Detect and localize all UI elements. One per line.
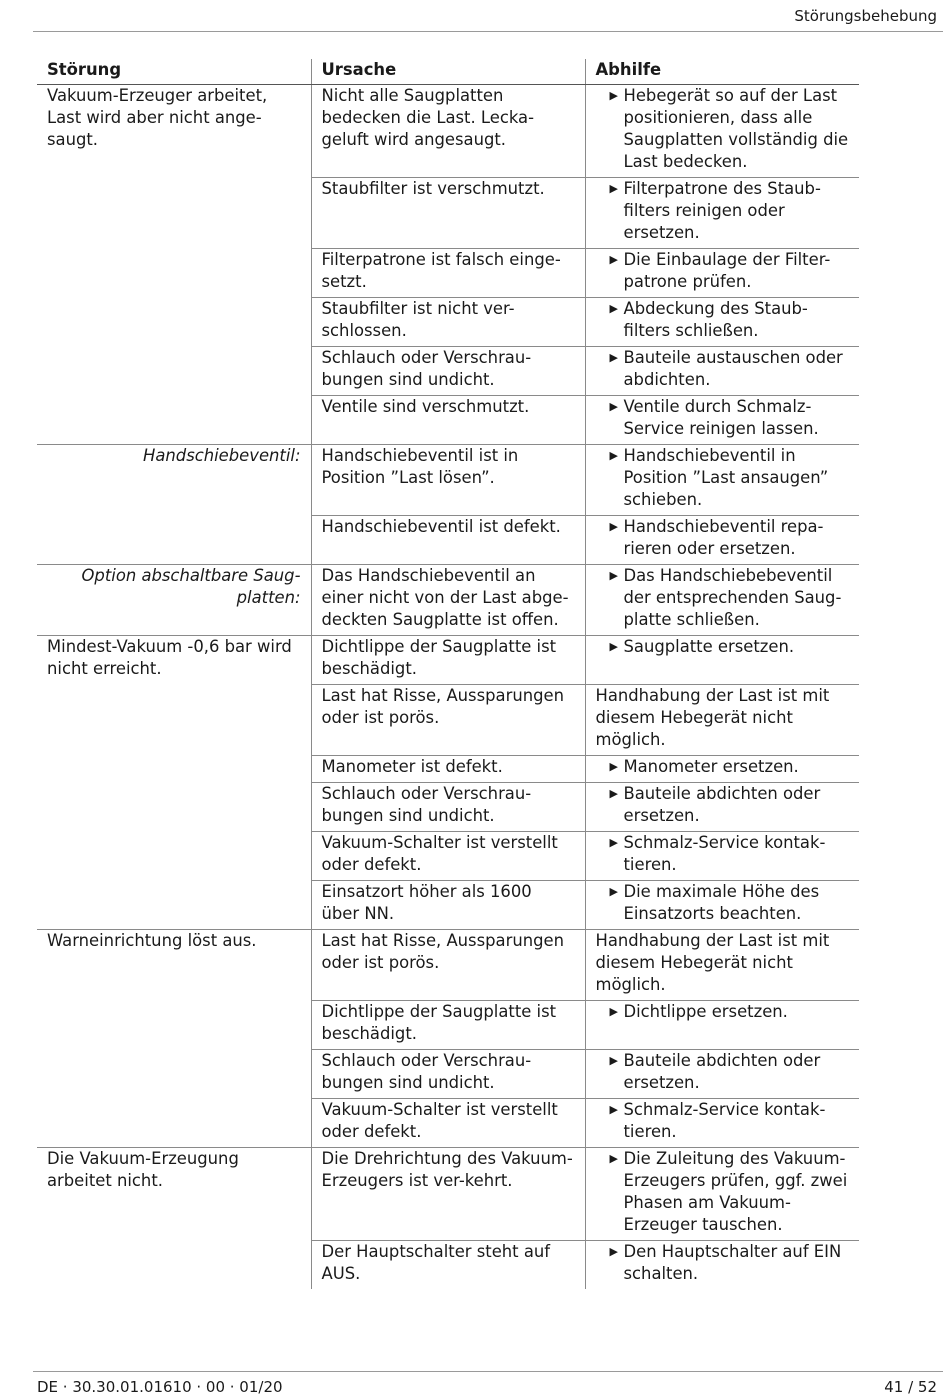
- remedy-action: [596, 85, 850, 173]
- remedy-cell: [585, 636, 859, 685]
- remedy-text: Handschiebeventil repa-rieren oder ersetzen.: [623, 517, 824, 558]
- triangle-right-icon: ▶: [609, 640, 618, 653]
- triangle-right-icon: ▶: [609, 760, 618, 773]
- header-remedy: Abhilfe: [585, 59, 859, 85]
- table-row: [37, 347, 859, 396]
- fault-cell: Die Vakuum-Erzeugung arbeitet nicht.: [47, 1149, 239, 1190]
- cause-cell: Vakuum-Schalter ist verstellt oder defekt.: [311, 1099, 585, 1148]
- table-row: [37, 881, 859, 930]
- remedy-cell: [585, 396, 859, 445]
- table-row: [37, 396, 859, 445]
- remedy-text: Die Einbaulage der Filter-patrone prüfen.: [623, 250, 831, 291]
- fault-cell: [37, 783, 311, 832]
- footer-divider: [33, 1371, 943, 1372]
- remedy-action: [596, 516, 850, 560]
- fault-cell: [37, 347, 311, 396]
- table-row: [37, 756, 859, 783]
- cause-cell: Filterpatrone ist falsch einge-setzt.: [311, 249, 585, 298]
- fault-cell: Option abschaltbare Saug-platten:: [37, 565, 311, 636]
- fault-cell: [37, 832, 311, 881]
- cause-cell: Vakuum-Schalter ist verstellt oder defekt.: [311, 832, 585, 881]
- fault-cell: [37, 396, 311, 445]
- remedy-action: [596, 636, 850, 658]
- header-cause: Ursache: [311, 59, 585, 85]
- remedy-action: [596, 832, 850, 876]
- fault-cell: [37, 881, 311, 930]
- remedy-cell: [585, 1148, 859, 1241]
- remedy-text: Die maximale Höhe des Einsatzorts beachten.: [623, 882, 820, 923]
- remedy-cell: [585, 85, 859, 178]
- table-row: [37, 516, 859, 565]
- triangle-right-icon: ▶: [609, 885, 618, 898]
- remedy-text: Handschiebeventil in Position ”Last ansaugen” schieben.: [623, 446, 829, 509]
- triangle-right-icon: ▶: [609, 400, 618, 413]
- table-row: [37, 178, 859, 249]
- remedy-cell: [585, 516, 859, 565]
- remedy-action: [596, 1050, 850, 1094]
- remedy-text: Filterpatrone des Staub-filters reinigen oder ersetzen.: [623, 179, 821, 242]
- cause-cell: Last hat Risse, Aussparungen oder ist porös.: [311, 930, 585, 1001]
- fault-cell: Vakuum-Erzeuger arbeitet, Last wird aber nicht ange-saugt.: [47, 86, 268, 149]
- remedy-text: Den Hauptschalter auf EIN schalten.: [623, 1242, 842, 1283]
- fault-cell: [37, 1241, 311, 1290]
- fault-cell: [37, 1001, 311, 1050]
- triangle-right-icon: ▶: [609, 89, 618, 102]
- remedy-cell: [585, 881, 859, 930]
- cause-cell: Dichtlippe der Saugplatte ist beschädigt.: [311, 636, 585, 685]
- table-row: [37, 1050, 859, 1099]
- triangle-right-icon: ▶: [609, 182, 618, 195]
- remedy-text: Handhabung der Last ist mit diesem Hebegerät nicht möglich.: [595, 686, 830, 749]
- table-row: [37, 1001, 859, 1050]
- remedy-cell: [585, 249, 859, 298]
- table-row: [37, 685, 859, 756]
- table-row: [37, 1241, 859, 1290]
- remedy-text: Manometer ersetzen.: [623, 757, 799, 776]
- cause-cell: Dichtlippe der Saugplatte ist beschädigt.: [311, 1001, 585, 1050]
- fault-cell: [37, 1099, 311, 1148]
- table-row: [37, 85, 859, 178]
- table-header-row: [37, 59, 859, 85]
- triangle-right-icon: ▶: [609, 351, 618, 364]
- fault-cell: [37, 298, 311, 347]
- remedy-cell: [585, 1241, 859, 1290]
- remedy-text: Hebegerät so auf der Last positionieren, dass alle Saugplatten vollständig die Last bedecken.: [623, 86, 849, 171]
- remedy-text: Bauteile austauschen oder abdichten.: [623, 348, 843, 389]
- triangle-right-icon: ▶: [609, 1005, 618, 1018]
- remedy-text: Handhabung der Last ist mit diesem Hebegerät nicht möglich.: [595, 931, 830, 994]
- remedy-action: [596, 298, 850, 342]
- fault-cell: [37, 1050, 311, 1099]
- table-row: [37, 1099, 859, 1148]
- triangle-right-icon: ▶: [609, 1245, 618, 1258]
- footer-page-number: 41 / 52: [884, 1378, 937, 1396]
- remedy-cell: [585, 783, 859, 832]
- cause-cell: Der Hauptschalter steht auf AUS.: [311, 1241, 585, 1290]
- remedy-action: [596, 1241, 850, 1285]
- cause-cell: Ventile sind verschmutzt.: [311, 396, 585, 445]
- fault-cell: [37, 178, 311, 249]
- footer-doc-id: DE · 30.30.01.01610 · 00 · 01/20: [37, 1378, 283, 1396]
- remedy-action: [596, 565, 850, 631]
- remedy-text: Schmalz-Service kontak-tieren.: [623, 1100, 826, 1141]
- cause-cell: Schlauch oder Verschrau-bungen sind undicht.: [311, 347, 585, 396]
- remedy-text: Die Zuleitung des Vakuum-Erzeugers prüfen, ggf. zwei Phasen am Vakuum-Erzeuger tauschen.: [623, 1149, 848, 1234]
- cause-cell: Schlauch oder Verschrau-bungen sind undicht.: [311, 783, 585, 832]
- table-row: [37, 636, 859, 685]
- remedy-action: [596, 1099, 850, 1143]
- fault-cell: Warneinrichtung löst aus.: [47, 931, 257, 950]
- remedy-cell: [585, 1050, 859, 1099]
- remedy-cell: [585, 1001, 859, 1050]
- table-row: [37, 832, 859, 881]
- fault-cell: [37, 756, 311, 783]
- remedy-text: Saugplatte ersetzen.: [623, 637, 795, 656]
- cause-cell: Das Handschiebeventil an einer nicht von der Last abge-deckten Saugplatte ist offen.: [311, 565, 585, 636]
- cause-cell: Einsatzort höher als 1600 über NN.: [311, 881, 585, 930]
- remedy-cell: [585, 1099, 859, 1148]
- remedy-cell: [585, 685, 859, 756]
- table-row: [37, 783, 859, 832]
- remedy-action: [596, 1001, 850, 1023]
- remedy-text: Das Handschiebebeventil der entsprechenden Saug-platte schließen.: [623, 566, 842, 629]
- table-row: [37, 1148, 859, 1241]
- remedy-text: Abdeckung des Staub-filters schließen.: [623, 299, 808, 340]
- cause-cell: Manometer ist defekt.: [311, 756, 585, 783]
- header-fault: Störung: [37, 59, 311, 85]
- remedy-action: [596, 178, 850, 244]
- triangle-right-icon: ▶: [609, 449, 618, 462]
- fault-cell: [37, 516, 311, 565]
- table-row: [37, 930, 859, 1001]
- cause-cell: Handschiebeventil ist defekt.: [311, 516, 585, 565]
- triangle-right-icon: ▶: [609, 1054, 618, 1067]
- remedy-cell: [585, 445, 859, 516]
- table-row: [37, 249, 859, 298]
- remedy-text: Ventile durch Schmalz-Service reinigen lassen.: [623, 397, 819, 438]
- triangle-right-icon: ▶: [609, 1103, 618, 1116]
- remedy-cell: [585, 178, 859, 249]
- triangle-right-icon: ▶: [609, 253, 618, 266]
- remedy-action: [596, 445, 850, 511]
- remedy-text: Schmalz-Service kontak-tieren.: [623, 833, 826, 874]
- remedy-action: [596, 756, 850, 778]
- remedy-action: [596, 783, 850, 827]
- remedy-cell: [585, 347, 859, 396]
- cause-cell: Nicht alle Saugplatten bedecken die Last. Lecka-geluft wird angesaugt.: [311, 85, 585, 178]
- triangle-right-icon: ▶: [609, 836, 618, 849]
- remedy-action: [596, 347, 850, 391]
- cause-cell: Die Drehrichtung des Vakuum-Erzeugers ist ver-kehrt.: [311, 1148, 585, 1241]
- table-row: [37, 445, 859, 516]
- table-row: [37, 565, 859, 636]
- triangle-right-icon: ▶: [609, 569, 618, 582]
- remedy-text: Bauteile abdichten oder ersetzen.: [623, 1051, 821, 1092]
- fault-cell: Mindest-Vakuum -0,6 bar wird nicht erreicht.: [47, 637, 292, 678]
- remedy-text: Dichtlippe ersetzen.: [623, 1002, 788, 1021]
- remedy-action: [596, 881, 850, 925]
- remedy-action: [596, 396, 850, 440]
- remedy-cell: [585, 298, 859, 347]
- troubleshooting-table: [37, 59, 859, 1289]
- remedy-action: [596, 1148, 850, 1236]
- remedy-action: [596, 249, 850, 293]
- triangle-right-icon: ▶: [609, 520, 618, 533]
- triangle-right-icon: ▶: [609, 302, 618, 315]
- table-row: [37, 298, 859, 347]
- remedy-cell: [585, 832, 859, 881]
- cause-cell: Staubfilter ist nicht ver-schlossen.: [311, 298, 585, 347]
- cause-cell: Last hat Risse, Aussparungen oder ist porös.: [311, 685, 585, 756]
- cause-cell: Handschiebeventil ist in Position ”Last lösen”.: [311, 445, 585, 516]
- triangle-right-icon: ▶: [609, 787, 618, 800]
- page-header-title: Störungsbehebung: [794, 7, 937, 25]
- remedy-cell: [585, 756, 859, 783]
- remedy-text: Bauteile abdichten oder ersetzen.: [623, 784, 821, 825]
- triangle-right-icon: ▶: [609, 1152, 618, 1165]
- fault-cell: [37, 685, 311, 756]
- cause-cell: Staubfilter ist verschmutzt.: [311, 178, 585, 249]
- remedy-cell: [585, 930, 859, 1001]
- cause-cell: Schlauch oder Verschrau-bungen sind undicht.: [311, 1050, 585, 1099]
- remedy-cell: [585, 565, 859, 636]
- header-divider: [33, 31, 943, 32]
- fault-cell: Handschiebeventil:: [143, 446, 301, 465]
- fault-cell: [37, 249, 311, 298]
